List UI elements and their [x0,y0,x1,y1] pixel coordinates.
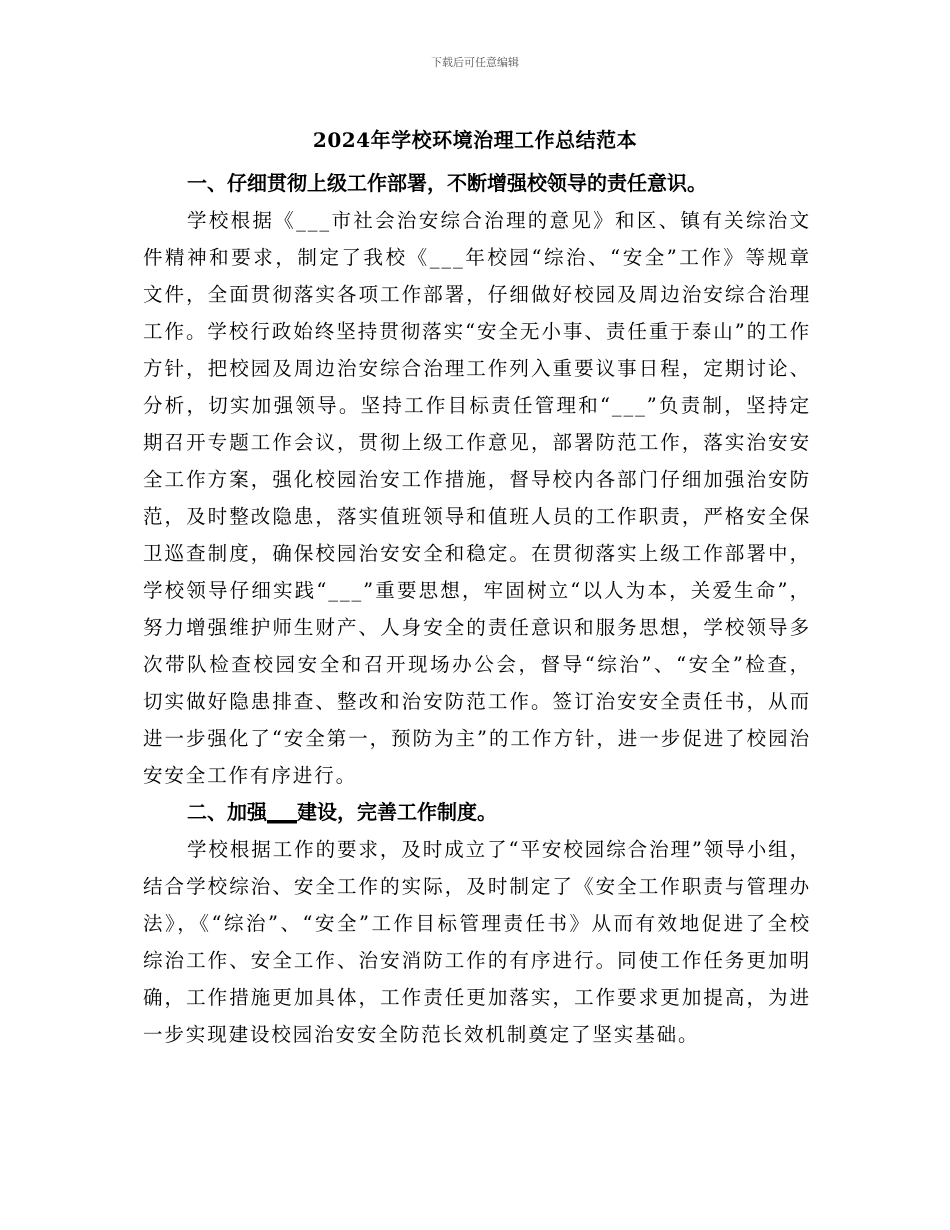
section2-heading-suffix: 建设，完善工作制度。 [297,800,497,824]
section2-heading-blank: ___ [267,800,297,824]
section1-paragraph: 学校根据《___市社会治安综合治理的意见》和区、镇有关综治文件精神和要求，制定了我校《___年校园“综治、“安全”工作》等规章文件，全面贯彻落实各项工作部署，仔细做好校园及周边治安综合治理工作。学校行政始终坚持贯彻落实“安全无小事、责任重于泰山”的工作方针，把校园及周边治安综合治理工作列入重要议事日程，定期讨论、分析，切实加强领导。坚持工作目标责任管理和“___”负责制，坚持定期召开专题工作会议，贯彻上级工作意见，部署防范工作，落实治安安全工作方案，强化校园治安工作措施，督导校内各部门仔细加强治安防范，及时整改隐患，落实值班领导和值班人员的工作职责，严格安全保卫巡查制度，确保校园治安安全和稳定。在贯彻落实上级工作部署中，学校领导仔细实践“___”重要思想，牢固树立“以人为本，关爱生命”，努力增强维护师生财产、人身安全的责任意识和服务思想，学校领导多次带队检查校园安全和召开现场办公会，督导“综治”、“安全”检查，切实做好隐患排查、整改和治安防范工作。签订治安安全责任书，从而进一步强化了“安全第一，预防为主”的工作方针，进一步促进了校园治安安全工作有序进行。 [143,209,811,787]
section2-heading [143,794,811,831]
document-body [143,165,811,1053]
document-title: 2024年学校环境治理工作总结范本 [312,128,638,152]
section2-heading-prefix: 二、加强 [187,800,267,824]
header-note: 下载后可任意编辑 [431,56,519,69]
section2-paragraph: 学校根据工作的要求，及时成立了“平安校园综合治理”领导小组，结合学校综治、安全工作的实际，及时制定了《安全工作职责与管理办法》，《“综治”、“安全”工作目标管理责任书》从而有效地促进了全校综治工作、安全工作、治安消防工作的有序进行。同使工作任务更加明确，工作措施更加具体，工作责任更加落实，工作要求更加提高，为进一步实现建设校园治安安全防范长效机制奠定了坚实基础。 [143,838,811,1046]
section1-heading: 一、仔细贯彻上级工作部署，不断增强校领导的责任意识。 [187,171,707,195]
